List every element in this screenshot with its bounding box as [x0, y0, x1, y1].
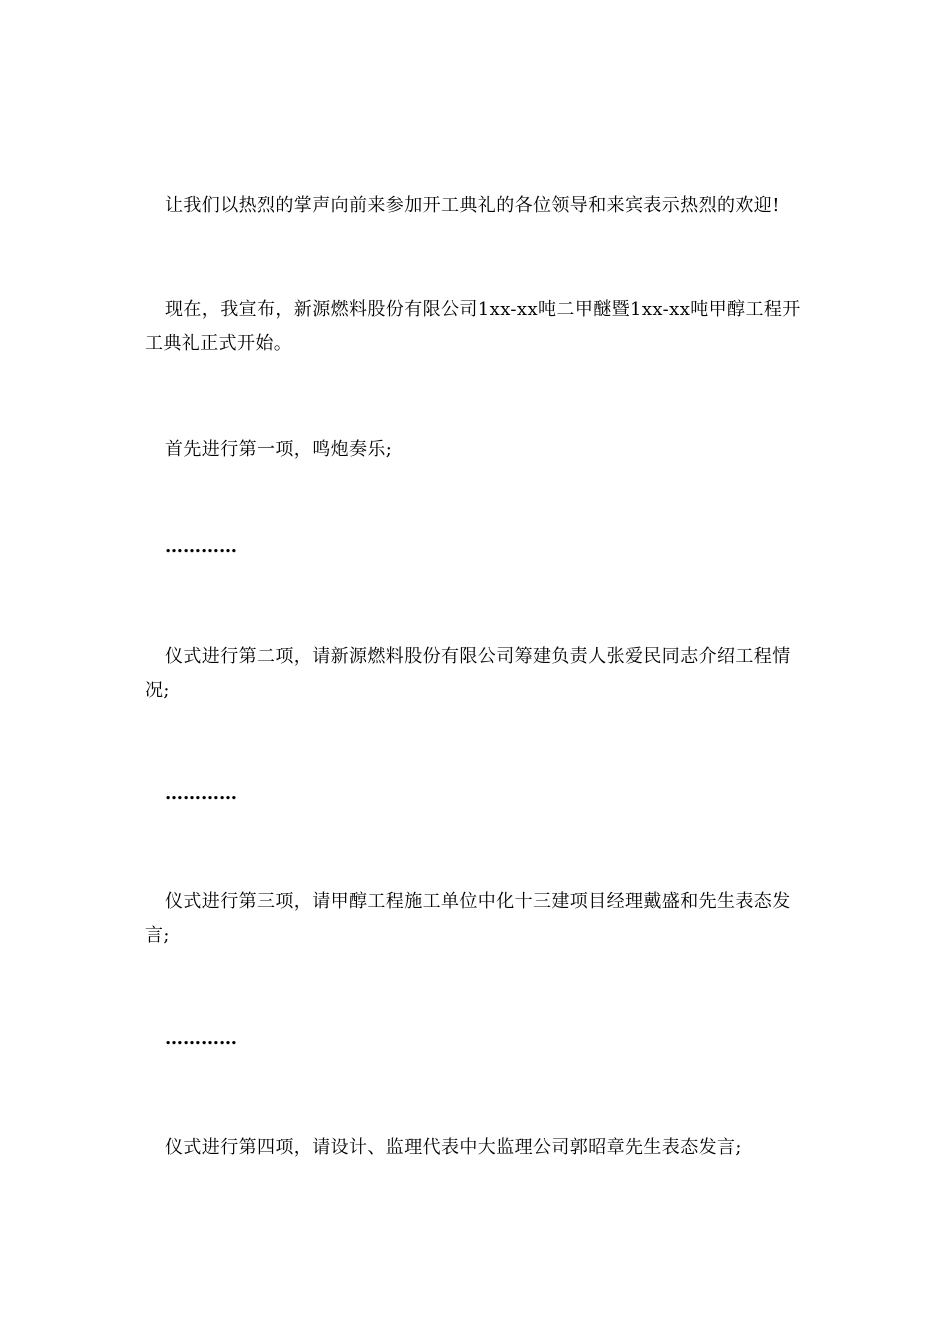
paragraph-item-two: 仪式进行第二项，请新源燃料股份有限公司筹建负责人张爱民同志介绍工程情况;: [145, 646, 791, 701]
ellipsis-separator: …………: [165, 536, 237, 557]
paragraph-announcement: 现在，我宣布，新源燃料股份有限公司1xx-xx吨二甲醚暨1xx-xx吨甲醇工程开工典礼正式开始。: [145, 299, 801, 354]
paragraph-item-four: 仪式进行第四项，请设计、监理代表中大监理公司郭昭章先生表态发言;: [165, 1137, 742, 1158]
paragraph-item-one: 首先进行第一项，鸣炮奏乐;: [165, 439, 393, 460]
paragraph-welcome: 让我们以热烈的掌声向前来参加开工典礼的各位领导和来宾表示热烈的欢迎!: [165, 195, 780, 216]
paragraph-item-three: 仪式进行第三项，请甲醇工程施工单位中化十三建项目经理戴盛和先生表态发言;: [145, 891, 791, 946]
ellipsis-separator: …………: [165, 1028, 237, 1049]
ellipsis-separator: …………: [165, 783, 237, 804]
